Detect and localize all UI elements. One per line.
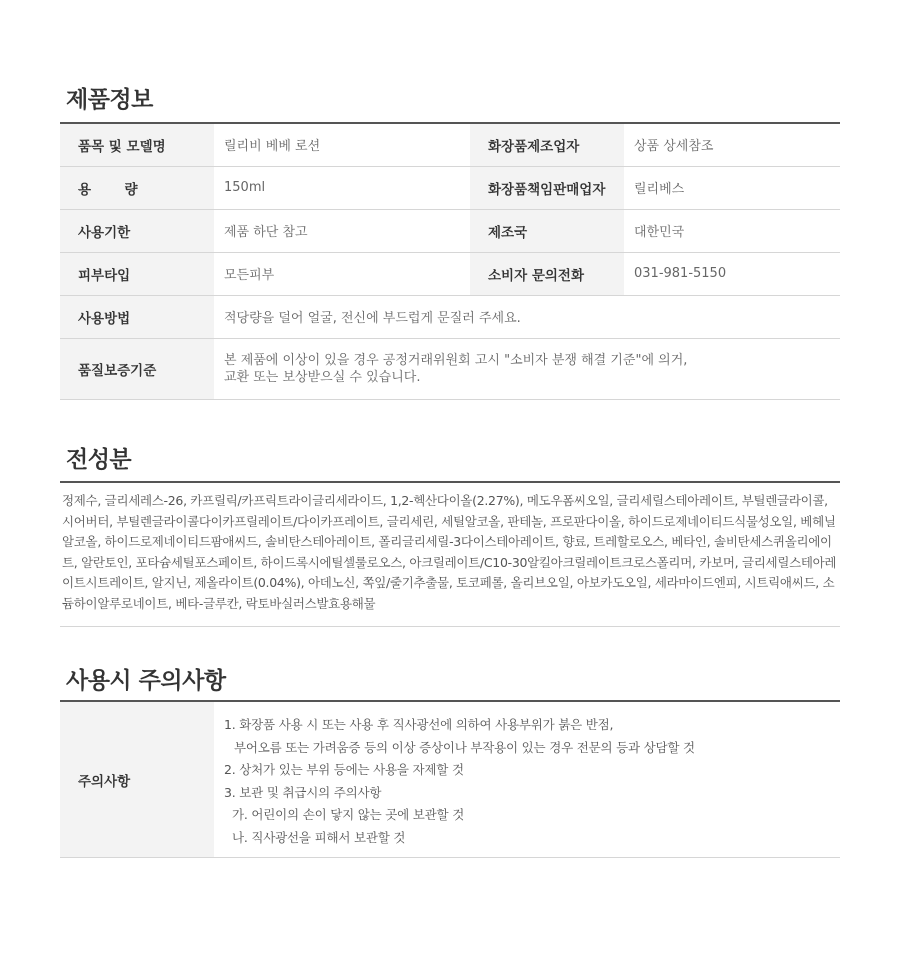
label-warranty: 품질보증기준 [60, 338, 214, 399]
value-manufacturer: 상품 상세참조 [624, 123, 840, 166]
label-skin-type: 피부타입 [60, 252, 214, 295]
value-expiry: 제품 하단 참고 [214, 209, 470, 252]
precaution-line-3a: 가. 어린이의 손이 닿지 않는 곳에 보관할 것 [232, 807, 465, 822]
table-row [60, 295, 840, 338]
warranty-line-2: 교환 또는 보상받으실 수 있습니다. [224, 369, 421, 385]
value-phone: 031-981-5150 [624, 252, 840, 295]
ingredients-title: 전성분 [66, 447, 132, 473]
label-manufacturer: 화장품제조업자 [470, 123, 624, 166]
label-seller: 화장품책임판매업자 [470, 166, 624, 209]
precautions-title: 사용시 주의사항 [66, 668, 226, 694]
product-info-table [60, 122, 840, 400]
precautions-table [60, 700, 840, 858]
precaution-line-1-cont: 부어오름 또는 가려움증 등의 이상 증상이나 부작용이 있는 경우 전문의 등과 상담할 것 [234, 739, 695, 755]
label-usage: 사용방법 [60, 295, 214, 338]
value-model: 릴리비 베베 로션 [214, 123, 470, 166]
label-volume: 용 량 [60, 166, 214, 209]
value-skin-type: 모든피부 [214, 252, 470, 295]
value-seller: 릴리베스 [624, 166, 840, 209]
precaution-line-2: 2. 상처가 있는 부위 등에는 사용을 자제할 것 [224, 762, 464, 777]
precautions-content [214, 702, 840, 857]
product-info-section [60, 86, 840, 400]
ingredients-text: 정제수, 글리세레스-26, 카프릴릭/카프릭트라이글리세라이드, 1,2-헥산다이올(2.27%), 메도우폼씨오일, 글리세릴스테아레이트, 부틸렌글라이콜, 시어버터, 부틸렌글라이콜다이카프릴레이트/다이카프레이트, 글리세린, 세틸알코올, 판테놀, 프로판다이올, 하이드로제네이티드식물성오일, 베헤닐알코올, 하이드로제네이티드팜애씨드, 솔비탄스테아레이트, 폴리글리세릴-3다이스테아레이트, 향료, 트레할로오스, 베타인, 솔비탄세스퀴올리에이트, 알란토인, 포타슘세틸포스페이트, 하이드록시에틸셀룰로오스, 아크릴레이트/C10-30알킬아크릴레이트크로스폴리머, 카보머, 글리세릴스테아레이트시트레이트, 알지닌, 제올라이트(0.04%), 아데노신, 쪽잎/줄기추출물, 토코페롤, 올리브오일, 아보카도오일, 세라마이드엔피, 시트릭애씨드, 소듐하이알루로네이트, 베타-글루칸, 락토바실러스발효용해물 [60, 481, 840, 627]
table-row [60, 209, 840, 252]
label-model: 품목 및 모델명 [60, 123, 214, 166]
value-warranty [214, 338, 840, 399]
value-usage: 적당량을 덜어 얼굴, 전신에 부드럽게 문질러 주세요. [214, 295, 840, 338]
table-row [60, 252, 840, 295]
table-row [60, 338, 840, 399]
label-country: 제조국 [470, 209, 624, 252]
product-info-title: 제품정보 [66, 87, 153, 113]
precautions-label: 주의사항 [60, 702, 214, 857]
label-expiry: 사용기한 [60, 209, 214, 252]
value-volume: 150ml [214, 166, 470, 209]
value-country: 대한민국 [624, 209, 840, 252]
table-row [60, 123, 840, 166]
warranty-line-1: 본 제품에 이상이 있을 경우 공정거래위원회 고시 "소비자 분쟁 해결 기준"에 의거, [224, 352, 688, 368]
table-row [60, 166, 840, 209]
label-phone: 소비자 문의전화 [470, 252, 624, 295]
precautions-section [60, 667, 840, 858]
precaution-line-3: 3. 보관 및 취급시의 주의사항 [224, 784, 382, 800]
precaution-line-3b: 나. 직사광선을 피해서 보관할 것 [232, 829, 406, 845]
ingredients-section [60, 446, 840, 627]
precaution-line-1: 1. 화장품 사용 시 또는 사용 후 직사광선에 의하여 사용부위가 붉은 반점, [224, 717, 614, 732]
